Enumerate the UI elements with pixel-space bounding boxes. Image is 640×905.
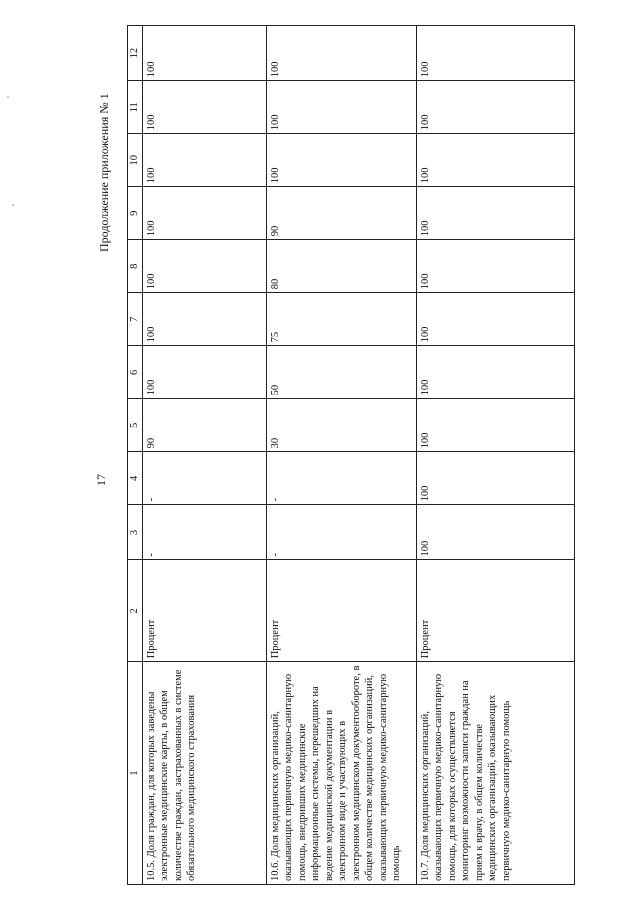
indicator-name: 10.6. Доля медицинских организаций, оказывающих первичную медико-санитарную помощь, внедривших медицинские информационные системы, перешедших на ведение медицинской документации в электронном виде и участвующих в электронном медицинском документообороте, в общем количестве медицинских организаций, оказывающих первичную медико-санитарную помощь xyxy=(267,662,417,885)
value-cell: 100 xyxy=(143,293,267,346)
header-cell: 5 xyxy=(128,399,143,452)
value-cell: 100 xyxy=(417,452,575,505)
header-cell: 9 xyxy=(128,187,143,240)
value-cell: - xyxy=(267,505,417,560)
value-cell: 100 xyxy=(143,134,267,187)
value-cell: - xyxy=(143,505,267,560)
value-cell: 100 xyxy=(143,187,267,240)
indicators-table xyxy=(127,25,575,885)
value-cell: 50 xyxy=(267,346,417,399)
header-cell: 11 xyxy=(128,81,143,134)
scan-speck xyxy=(12,204,14,206)
value-cell: 100 xyxy=(267,81,417,134)
value-cell: 100 xyxy=(143,346,267,399)
value-cell: 100 xyxy=(417,81,575,134)
unit-cell: Процент xyxy=(143,560,267,662)
header-cell: 2 xyxy=(128,560,143,662)
value-cell: 100 xyxy=(417,399,575,452)
value-cell: 30 xyxy=(267,399,417,452)
header-cell: 4 xyxy=(128,452,143,505)
value-cell: 100 xyxy=(267,26,417,81)
appendix-continuation-note: Продолжение приложения № 1 xyxy=(97,93,111,252)
value-cell: 100 xyxy=(417,134,575,187)
value-cell: 100 xyxy=(417,505,575,560)
header-cell: 1 xyxy=(128,662,143,885)
scan-speck xyxy=(7,96,9,98)
header-cell: 12 xyxy=(128,26,143,81)
value-cell: 100 xyxy=(417,240,575,293)
header-cell: 8 xyxy=(128,240,143,293)
value-cell: - xyxy=(143,452,267,505)
header-row xyxy=(128,26,143,885)
table-row xyxy=(417,26,575,885)
indicator-name: 10.5. Доля граждан, для которых заведены электронные медицинские карты, в общем количестве граждан, застрахованных в системе обязательного медицинского страхования xyxy=(143,662,267,885)
table-container xyxy=(127,25,575,885)
value-cell: 100 xyxy=(267,134,417,187)
indicator-name: 10.7. Доля медицинских организаций, оказывающих первичную медико-санитарную помощь, для которых осуществляется мониторинг возможности записи граждан на прием к врачу, в общем количестве медицинских организаций, оказывающих первичную медико-санитарную помощь xyxy=(417,662,575,885)
value-cell: 100 xyxy=(417,293,575,346)
value-cell: 80 xyxy=(267,240,417,293)
header-cell: 7 xyxy=(128,293,143,346)
header-cell: 6 xyxy=(128,346,143,399)
value-cell: 100 xyxy=(417,187,575,240)
value-cell: 90 xyxy=(143,399,267,452)
table-row xyxy=(267,26,417,885)
value-cell: 100 xyxy=(143,81,267,134)
value-cell: - xyxy=(267,452,417,505)
value-cell: 75 xyxy=(267,293,417,346)
value-cell: 100 xyxy=(143,240,267,293)
header-cell: 3 xyxy=(128,505,143,560)
value-cell: 100 xyxy=(417,26,575,81)
unit-cell: Процент xyxy=(267,560,417,662)
unit-cell: Процент xyxy=(417,560,575,662)
value-cell: 90 xyxy=(267,187,417,240)
table-row xyxy=(143,26,267,885)
value-cell: 100 xyxy=(417,346,575,399)
header-cell: 10 xyxy=(128,134,143,187)
page-number: 17 xyxy=(94,474,108,486)
value-cell: 100 xyxy=(143,26,267,81)
